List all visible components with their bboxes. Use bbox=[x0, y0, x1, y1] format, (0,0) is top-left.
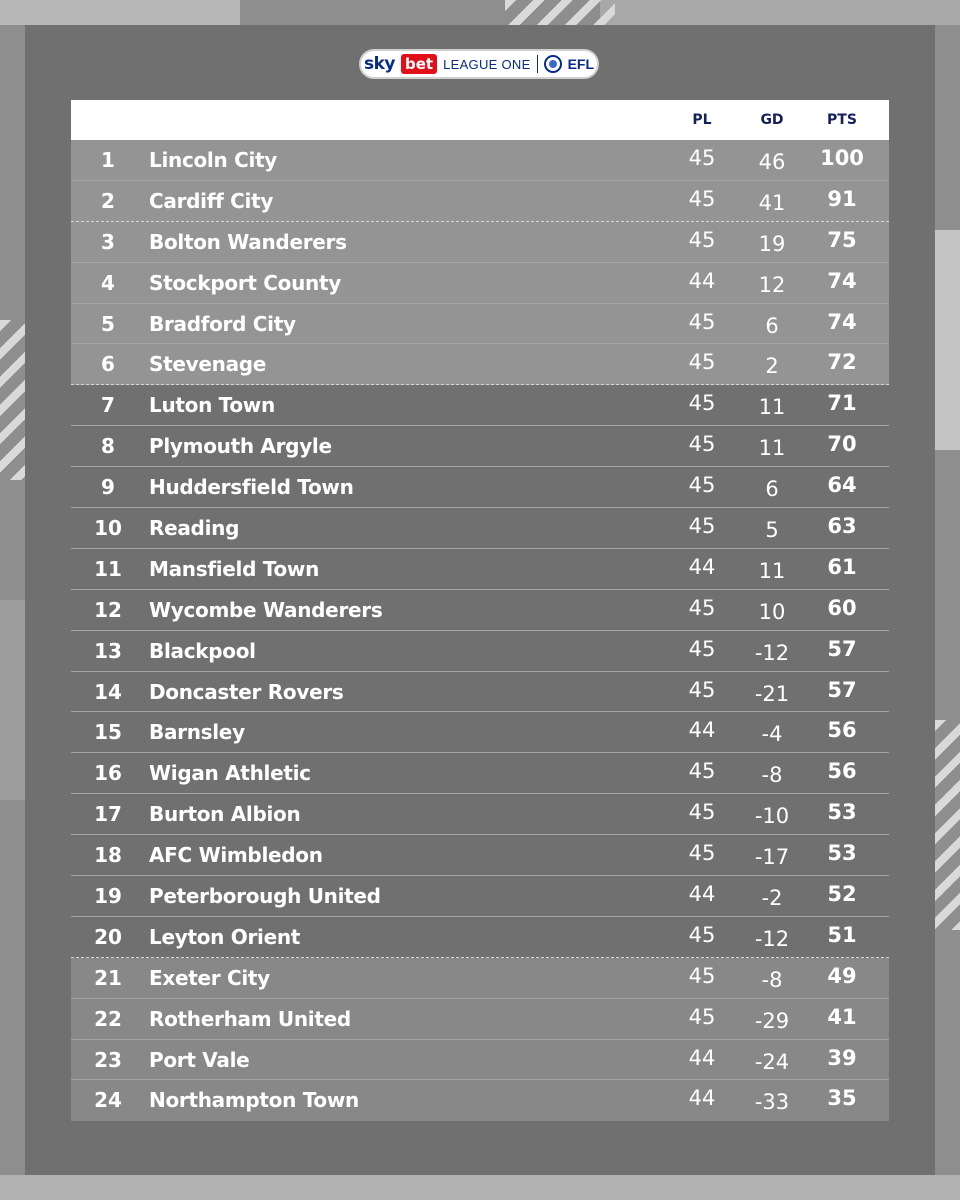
team-name-cell: Bradford City bbox=[149, 311, 296, 336]
logo-efl-text: EFL bbox=[567, 56, 595, 72]
goal-difference-cell: 46 bbox=[758, 150, 786, 174]
table-row bbox=[71, 426, 889, 467]
team-name-cell: Stockport County bbox=[149, 270, 341, 295]
position-cell: 22 bbox=[94, 1006, 122, 1031]
team-name-cell: Reading bbox=[149, 516, 240, 541]
position-cell: 8 bbox=[101, 434, 115, 459]
points-cell: 35 bbox=[827, 1086, 857, 1111]
team-name-cell: Exeter City bbox=[149, 965, 270, 990]
column-header-gd: GD bbox=[760, 112, 784, 128]
position-cell: 14 bbox=[94, 679, 122, 704]
played-cell: 45 bbox=[688, 146, 716, 170]
points-cell: 57 bbox=[827, 636, 857, 661]
table-row bbox=[71, 917, 889, 958]
position-cell: 12 bbox=[94, 597, 122, 622]
team-name-cell: Mansfield Town bbox=[149, 556, 320, 581]
logo-bet-text: bet bbox=[401, 54, 437, 74]
team-name-cell: Wigan Athletic bbox=[149, 761, 311, 786]
played-cell: 45 bbox=[688, 350, 716, 375]
table-header bbox=[71, 100, 889, 140]
points-cell: 60 bbox=[827, 595, 857, 620]
played-cell: 45 bbox=[688, 677, 716, 702]
position-cell: 9 bbox=[101, 475, 115, 500]
table-row bbox=[71, 181, 889, 222]
position-cell: 19 bbox=[94, 884, 122, 909]
played-cell: 45 bbox=[688, 595, 716, 620]
goal-difference-cell: 11 bbox=[758, 436, 786, 461]
goal-difference-cell: 2 bbox=[765, 354, 779, 379]
goal-difference-cell: -12 bbox=[754, 926, 790, 951]
position-cell: 17 bbox=[94, 802, 122, 827]
played-cell: 45 bbox=[688, 432, 716, 457]
background-shape-top-left bbox=[0, 0, 240, 25]
points-cell: 39 bbox=[827, 1045, 857, 1070]
points-cell: 91 bbox=[827, 186, 857, 211]
played-cell: 45 bbox=[688, 227, 716, 252]
goal-difference-cell: 19 bbox=[758, 231, 786, 256]
background-stripes-right bbox=[935, 720, 960, 930]
position-cell: 16 bbox=[94, 761, 122, 786]
sky-bet-league-one-logo bbox=[359, 49, 599, 79]
points-cell: 71 bbox=[827, 391, 857, 416]
team-name-cell: Rotherham United bbox=[149, 1006, 351, 1031]
position-cell: 6 bbox=[101, 352, 115, 377]
goal-difference-cell: 10 bbox=[758, 599, 786, 624]
points-cell: 57 bbox=[827, 677, 857, 702]
table-row bbox=[71, 590, 889, 631]
logo-sky-text: sky bbox=[363, 54, 395, 74]
goal-difference-cell: 6 bbox=[765, 477, 779, 502]
played-cell: 45 bbox=[688, 636, 716, 661]
points-cell: 74 bbox=[827, 268, 857, 293]
played-cell: 45 bbox=[688, 1004, 716, 1029]
team-name-cell: Port Vale bbox=[149, 1047, 250, 1072]
played-cell: 44 bbox=[688, 882, 716, 907]
points-cell: 41 bbox=[827, 1004, 857, 1029]
played-cell: 45 bbox=[688, 391, 716, 416]
points-cell: 100 bbox=[820, 146, 864, 170]
team-name-cell: Peterborough United bbox=[149, 884, 381, 909]
team-name-cell: Bolton Wanderers bbox=[149, 229, 347, 254]
points-cell: 75 bbox=[827, 227, 857, 252]
played-cell: 44 bbox=[688, 1045, 716, 1070]
points-cell: 64 bbox=[827, 473, 857, 498]
table-row bbox=[71, 1080, 889, 1121]
table-row bbox=[71, 344, 889, 385]
team-name-cell: Blackpool bbox=[149, 638, 256, 663]
league-table bbox=[71, 100, 889, 1121]
team-name-cell: Cardiff City bbox=[149, 188, 274, 213]
column-header-pl: PL bbox=[692, 112, 712, 128]
goal-difference-cell: -10 bbox=[754, 804, 790, 829]
team-name-cell: Stevenage bbox=[149, 352, 267, 377]
points-cell: 56 bbox=[827, 718, 857, 743]
points-cell: 49 bbox=[827, 963, 857, 988]
team-name-cell: Plymouth Argyle bbox=[149, 434, 332, 459]
team-name-cell: Leyton Orient bbox=[149, 924, 301, 949]
position-cell: 13 bbox=[94, 638, 122, 663]
goal-difference-cell: -29 bbox=[754, 1008, 790, 1033]
played-cell: 44 bbox=[688, 1086, 716, 1111]
points-cell: 72 bbox=[827, 350, 857, 375]
team-name-cell: Wycombe Wanderers bbox=[149, 597, 383, 622]
position-cell: 10 bbox=[94, 516, 122, 541]
table-row bbox=[71, 140, 889, 181]
position-cell: 7 bbox=[101, 393, 115, 418]
background-stripes-left bbox=[0, 320, 25, 480]
position-cell: 20 bbox=[94, 924, 122, 949]
table-body bbox=[71, 140, 889, 1121]
goal-difference-cell: -17 bbox=[754, 845, 790, 870]
goal-difference-cell: -12 bbox=[754, 640, 790, 665]
goal-difference-cell: 11 bbox=[758, 395, 786, 420]
table-row bbox=[71, 794, 889, 835]
played-cell: 45 bbox=[688, 759, 716, 784]
table-row bbox=[71, 712, 889, 753]
played-cell: 45 bbox=[688, 186, 716, 211]
goal-difference-cell: 11 bbox=[758, 558, 786, 583]
table-row bbox=[71, 1040, 889, 1081]
played-cell: 45 bbox=[688, 473, 716, 498]
table-row bbox=[71, 958, 889, 999]
team-name-cell: Northampton Town bbox=[149, 1088, 359, 1113]
points-cell: 52 bbox=[827, 882, 857, 907]
team-name-cell: Burton Albion bbox=[149, 802, 301, 827]
team-name-cell: Huddersfield Town bbox=[149, 475, 354, 500]
position-cell: 2 bbox=[101, 188, 115, 213]
table-row bbox=[71, 508, 889, 549]
background-stripes-top bbox=[505, 0, 615, 25]
played-cell: 45 bbox=[688, 841, 716, 866]
position-cell: 21 bbox=[94, 965, 122, 990]
table-row bbox=[71, 999, 889, 1040]
points-cell: 53 bbox=[827, 841, 857, 866]
logo-separator bbox=[537, 55, 538, 73]
table-row bbox=[71, 876, 889, 917]
table-row bbox=[71, 263, 889, 304]
played-cell: 45 bbox=[688, 309, 716, 334]
played-cell: 45 bbox=[688, 922, 716, 947]
position-cell: 23 bbox=[94, 1047, 122, 1072]
points-cell: 74 bbox=[827, 309, 857, 334]
position-cell: 18 bbox=[94, 843, 122, 868]
table-row bbox=[71, 753, 889, 794]
goal-difference-cell: -4 bbox=[761, 722, 783, 747]
team-name-cell: Lincoln City bbox=[149, 148, 278, 172]
table-row bbox=[71, 222, 889, 263]
goal-difference-cell: -8 bbox=[761, 763, 783, 788]
goal-difference-cell: -2 bbox=[761, 886, 783, 911]
team-name-cell: Barnsley bbox=[149, 720, 245, 745]
points-cell: 56 bbox=[827, 759, 857, 784]
points-cell: 51 bbox=[827, 922, 857, 947]
goal-difference-cell: -21 bbox=[754, 681, 790, 706]
table-row bbox=[71, 631, 889, 672]
points-cell: 70 bbox=[827, 432, 857, 457]
position-cell: 4 bbox=[101, 270, 115, 295]
table-row bbox=[71, 467, 889, 508]
played-cell: 44 bbox=[688, 268, 716, 293]
position-cell: 1 bbox=[101, 148, 115, 172]
team-name-cell: Doncaster Rovers bbox=[149, 679, 344, 704]
position-cell: 15 bbox=[94, 720, 122, 745]
points-cell: 61 bbox=[827, 554, 857, 579]
background-shape-bottom bbox=[0, 1175, 960, 1200]
team-name-cell: Luton Town bbox=[149, 393, 275, 418]
played-cell: 45 bbox=[688, 800, 716, 825]
played-cell: 45 bbox=[688, 963, 716, 988]
played-cell: 45 bbox=[688, 514, 716, 539]
goal-difference-cell: 6 bbox=[765, 313, 779, 338]
goal-difference-cell: 5 bbox=[765, 518, 779, 543]
points-cell: 63 bbox=[827, 514, 857, 539]
background-shape-right bbox=[935, 230, 960, 450]
background-shape-left-bottom bbox=[0, 600, 25, 800]
goal-difference-cell: -33 bbox=[754, 1090, 790, 1115]
goal-difference-cell: 41 bbox=[758, 190, 786, 215]
goal-difference-cell: -8 bbox=[761, 967, 783, 992]
background-shape-top-right bbox=[600, 0, 960, 25]
table-row bbox=[71, 549, 889, 590]
table-row bbox=[71, 835, 889, 876]
goal-difference-cell: -24 bbox=[754, 1049, 790, 1074]
position-cell: 3 bbox=[101, 229, 115, 254]
goal-difference-cell: 12 bbox=[758, 272, 786, 297]
played-cell: 44 bbox=[688, 718, 716, 743]
played-cell: 44 bbox=[688, 554, 716, 579]
table-row bbox=[71, 385, 889, 426]
efl-badge-icon bbox=[544, 55, 562, 73]
table-row bbox=[71, 672, 889, 713]
team-name-cell: AFC Wimbledon bbox=[149, 843, 323, 868]
position-cell: 5 bbox=[101, 311, 115, 336]
position-cell: 11 bbox=[94, 556, 122, 581]
column-header-pts: PTS bbox=[827, 112, 857, 128]
points-cell: 53 bbox=[827, 800, 857, 825]
position-cell: 24 bbox=[94, 1088, 122, 1113]
table-row bbox=[71, 304, 889, 345]
logo-league-text: LEAGUE ONE bbox=[443, 56, 531, 72]
